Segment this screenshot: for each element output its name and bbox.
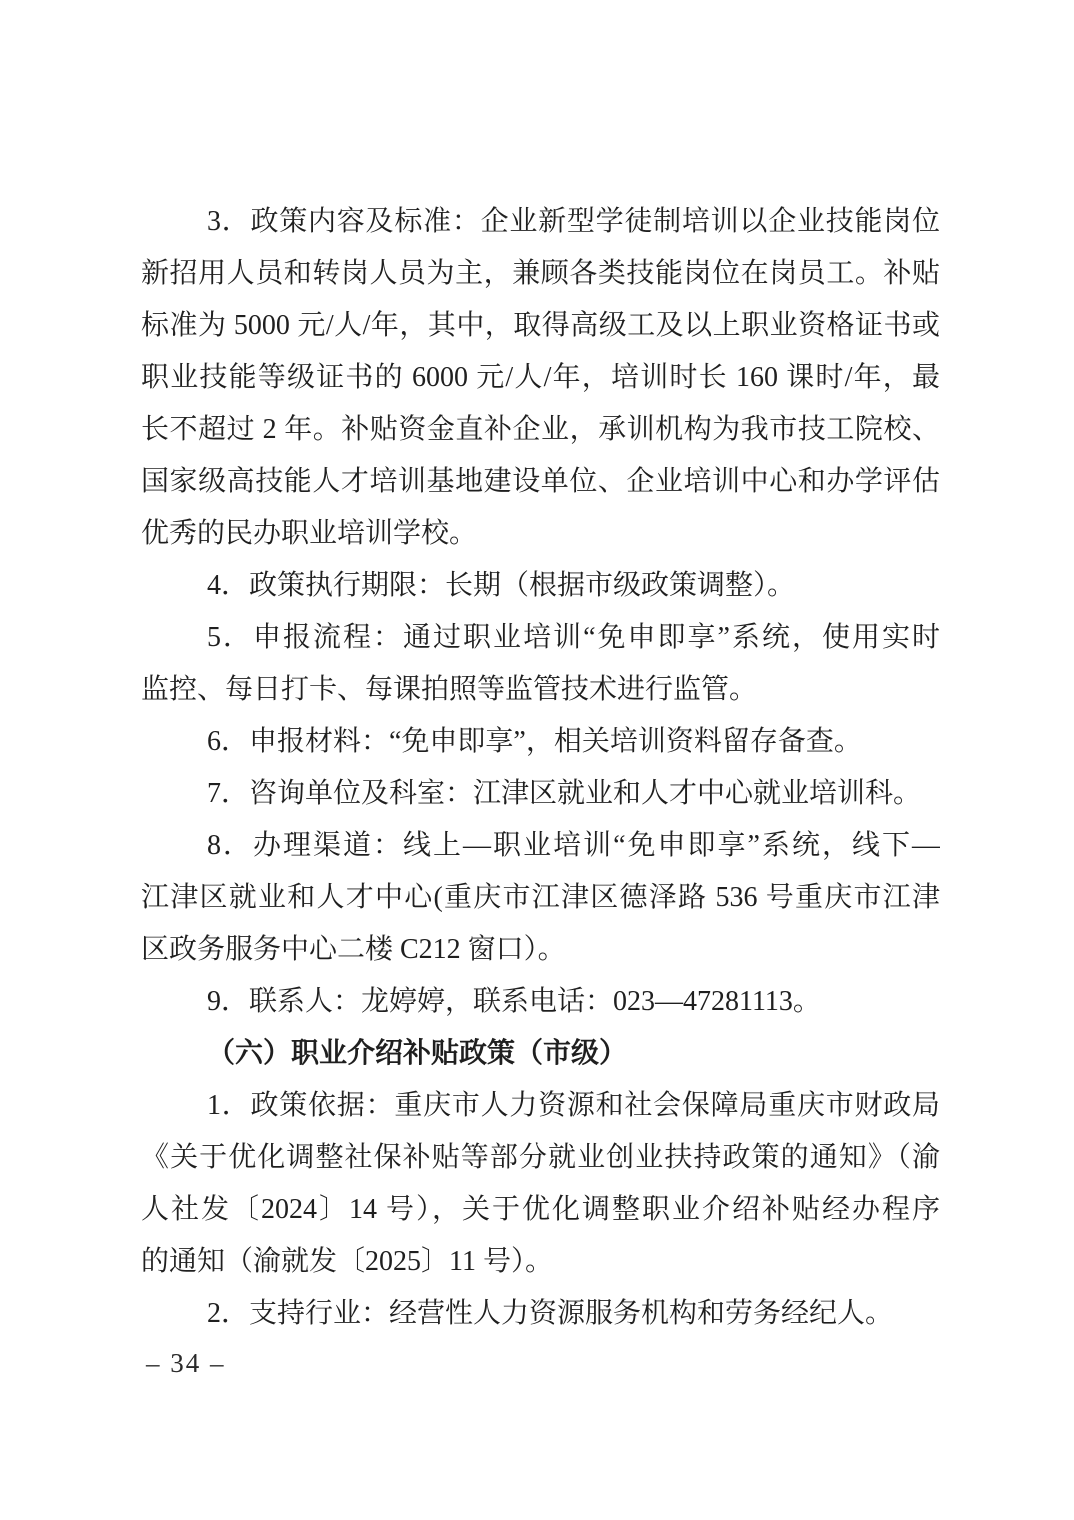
text-line-8: 4．政策执行期限：长期（根据市级政策调整）。 [207, 570, 796, 601]
text-line-4: 职业技能等级证书的 6000 元/人/年，培训时长 160 课时/年，最 [141, 362, 940, 393]
text-line-3: 标准为 5000 元/人/年，其中，取得高级工及以上职业资格证书或 [141, 310, 940, 341]
text-line-1: 3．政策内容及标准：企业新型学徒制培训以企业技能岗位 [207, 206, 940, 237]
text-line-17: （六）职业介绍补贴政策（市级） [207, 1038, 628, 1069]
text-line-9: 5．申报流程：通过职业培训“免申即享”系统，使用实时 [207, 622, 940, 653]
text-line-5: 长不超过 2 年。补贴资金直补企业，承训机构为我市技工院校、 [141, 414, 940, 445]
text-line-21: 的通知（渝就发〔2025〕11 号）。 [141, 1246, 553, 1277]
text-line-18: 1．政策依据：重庆市人力资源和社会保障局重庆市财政局 [207, 1090, 940, 1121]
text-line-13: 8．办理渠道：线上—职业培训“免申即享”系统，线下— [207, 830, 940, 861]
text-line-2: 新招用人员和转岗人员为主，兼顾各类技能岗位在岗员工。补贴 [141, 258, 940, 289]
text-line-6: 国家级高技能人才培训基地建设单位、企业培训中心和办学评估 [141, 466, 940, 497]
document-text [141, 196, 940, 1340]
text-line-20: 人社发〔2024〕14 号），关于优化调整职业介绍补贴经办程序 [141, 1194, 940, 1225]
text-line-19: 《关于优化调整社保补贴等部分就业创业扶持政策的通知》（渝 [141, 1142, 940, 1173]
text-line-12: 7．咨询单位及科室：江津区就业和人才中心就业培训科。 [207, 778, 922, 809]
text-line-22: 2．支持行业：经营性人力资源服务机构和劳务经纪人。 [207, 1298, 894, 1329]
text-line-10: 监控、每日打卡、每课拍照等监管技术进行监管。 [141, 674, 758, 705]
text-line-15: 区政务服务中心二楼 C212 窗口）。 [141, 934, 566, 965]
page-number: – 34 – [146, 1348, 226, 1378]
text-line-7: 优秀的民办职业培训学校。 [141, 518, 478, 549]
text-line-16: 9．联系人：龙婷婷，联系电话：023—47281113。 [207, 986, 821, 1017]
text-line-14: 江津区就业和人才中心(重庆市江津区德泽路 536 号重庆市江津 [141, 882, 940, 913]
text-line-11: 6．申报材料：“免申即享”，相关培训资料留存备查。 [207, 726, 862, 757]
